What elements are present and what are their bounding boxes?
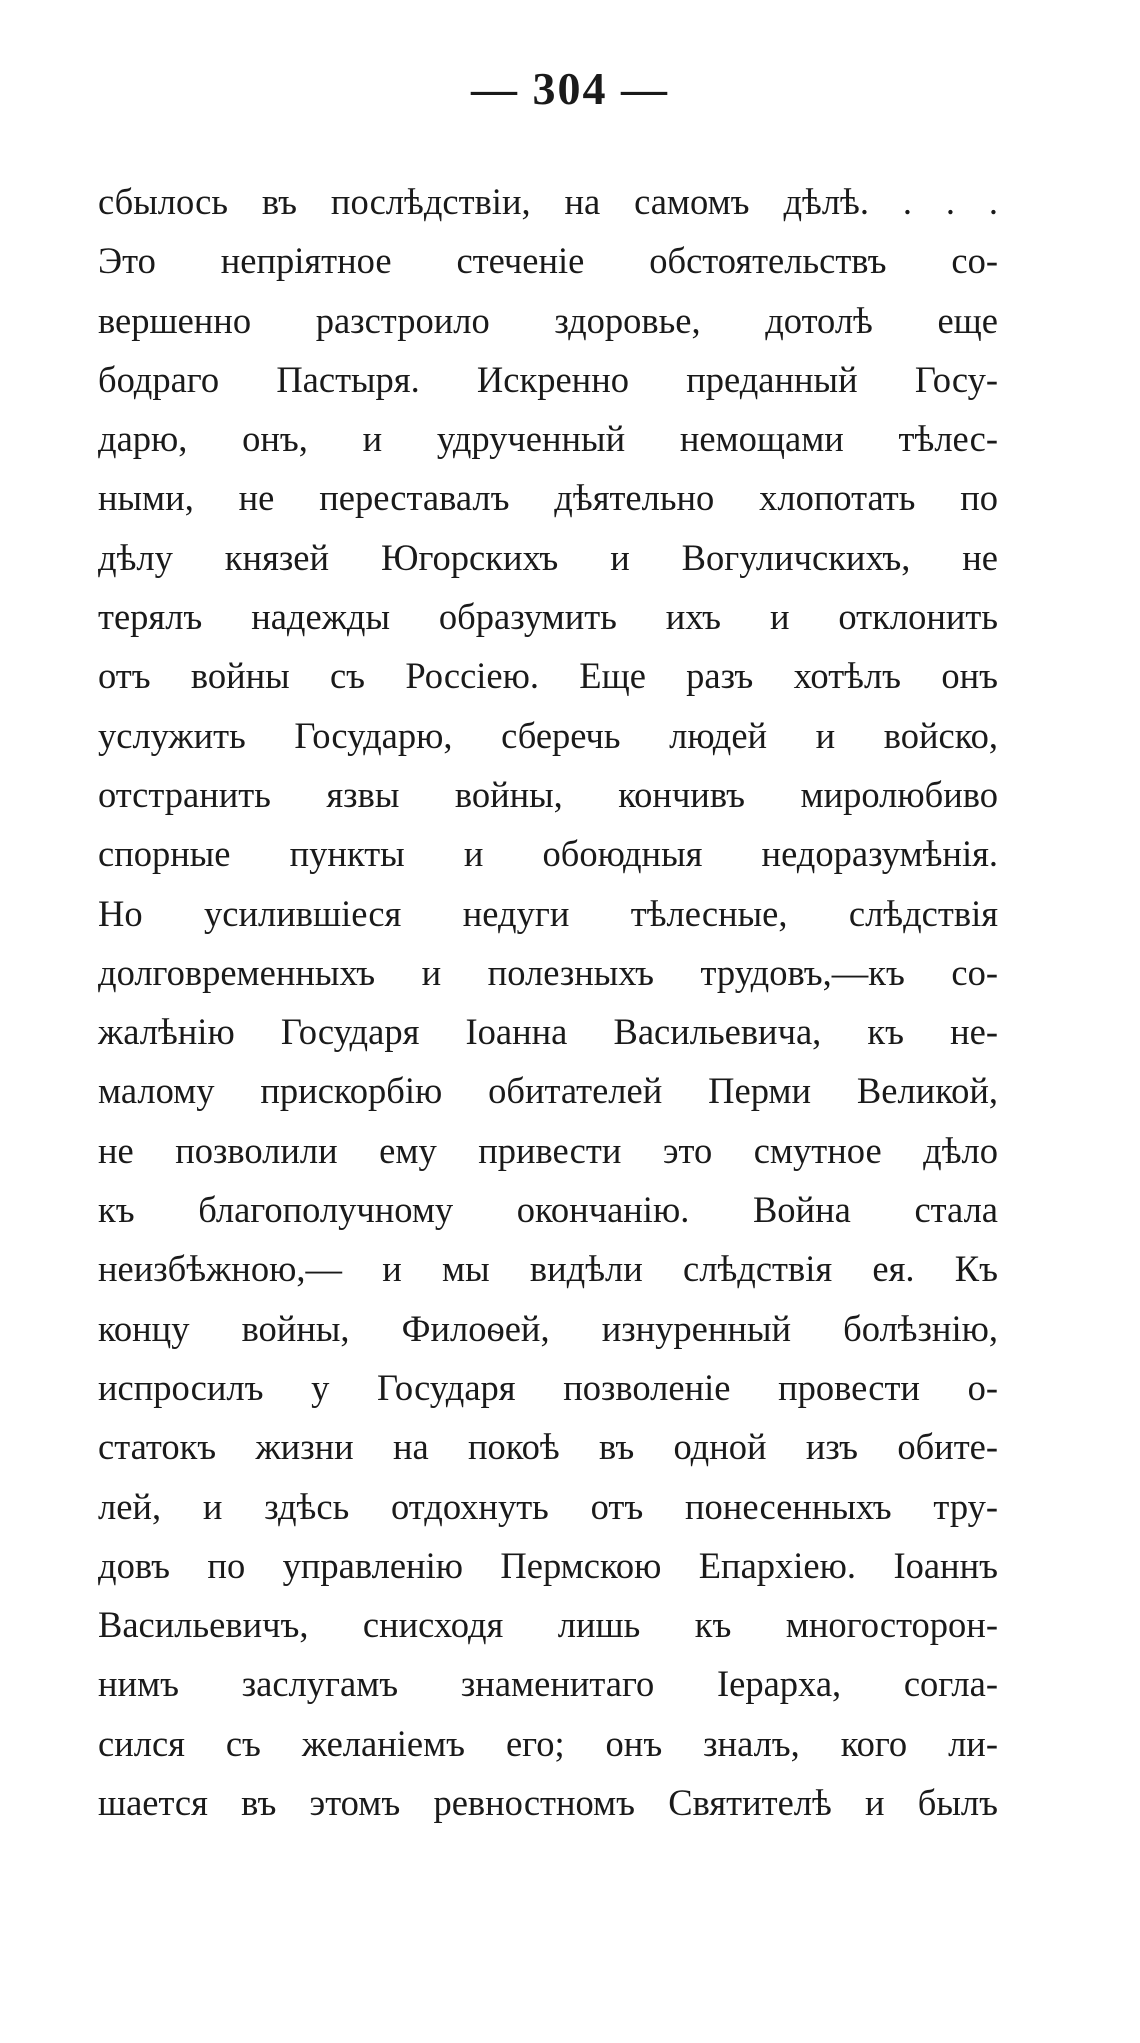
text-line: не позволили ему привести это смутное дѣло <box>98 1129 998 1171</box>
text-line: терялъ надежды образумить ихъ и отклонить <box>98 596 998 638</box>
text-line: Васильевичъ, снисходя лишь къ многосторон- <box>98 1604 998 1646</box>
text-line: отстранить язвы войны, кончивъ миролюбиво <box>98 773 998 815</box>
body-text <box>98 172 998 1832</box>
text-line: шается въ этомъ ревностномъ Святителѣ и былъ <box>98 1782 998 1824</box>
text-line: вершенно разстроило здоровье, дотолѣ еще <box>98 299 998 341</box>
text-line: концу войны, Филоѳей, изнуренный болѣзнію, <box>98 1307 998 1349</box>
text-line: дѣлу князей Югорскихъ и Вогуличскихъ, не <box>98 536 998 578</box>
page-number: — 304 — <box>471 63 669 114</box>
text-line: лей, и здѣсь отдохнуть отъ понесенныхъ тру- <box>98 1485 998 1527</box>
text-line: дарю, онъ, и удрученный немощами тѣлес- <box>98 418 998 460</box>
text-line: долговременныхъ и полезныхъ трудовъ,—къ со- <box>98 951 998 993</box>
text-line: довъ по управленію Пермскою Епархіею. Іоаннъ <box>98 1544 998 1586</box>
text-line: нимъ заслугамъ знаменитаго Іерарха, согла- <box>98 1663 998 1705</box>
text-line: малому прискорбію обитателей Перми Великой, <box>98 1070 998 1112</box>
text-line: Но усилившіеся недуги тѣлесные, слѣдствія <box>98 892 998 934</box>
text-line: ными, не переставалъ дѣятельно хлопотать по <box>98 477 998 519</box>
text-line: спорные пункты и обоюдныя недоразумѣнія. <box>98 833 998 875</box>
text-line: Это непріятное стеченіе обстоятельствъ со- <box>98 240 998 282</box>
text-line: жалѣнію Государя Іоанна Васильевича, къ не- <box>98 1011 998 1053</box>
text-line: услужить Государю, сберечь людей и войско, <box>98 714 998 756</box>
text-line: къ благополучному окончанію. Война стала <box>98 1189 998 1231</box>
text-line: статокъ жизни на покоѣ въ одной изъ обите- <box>98 1426 998 1468</box>
text-line: испросилъ у Государя позволеніе провести о- <box>98 1366 998 1408</box>
text-line: сился съ желаніемъ его; онъ зналъ, кого ли- <box>98 1722 998 1764</box>
text-line: сбылось въ послѣдствіи, на самомъ дѣлѣ. . . . <box>98 181 998 222</box>
text-line: отъ войны съ Россіею. Еще разъ хотѣлъ онъ <box>98 655 998 697</box>
text-line: неизбѣжною,— и мы видѣли слѣдствія ея. Къ <box>98 1248 998 1290</box>
text-line: бодраго Пастыря. Искренно преданный Госу- <box>98 358 998 400</box>
